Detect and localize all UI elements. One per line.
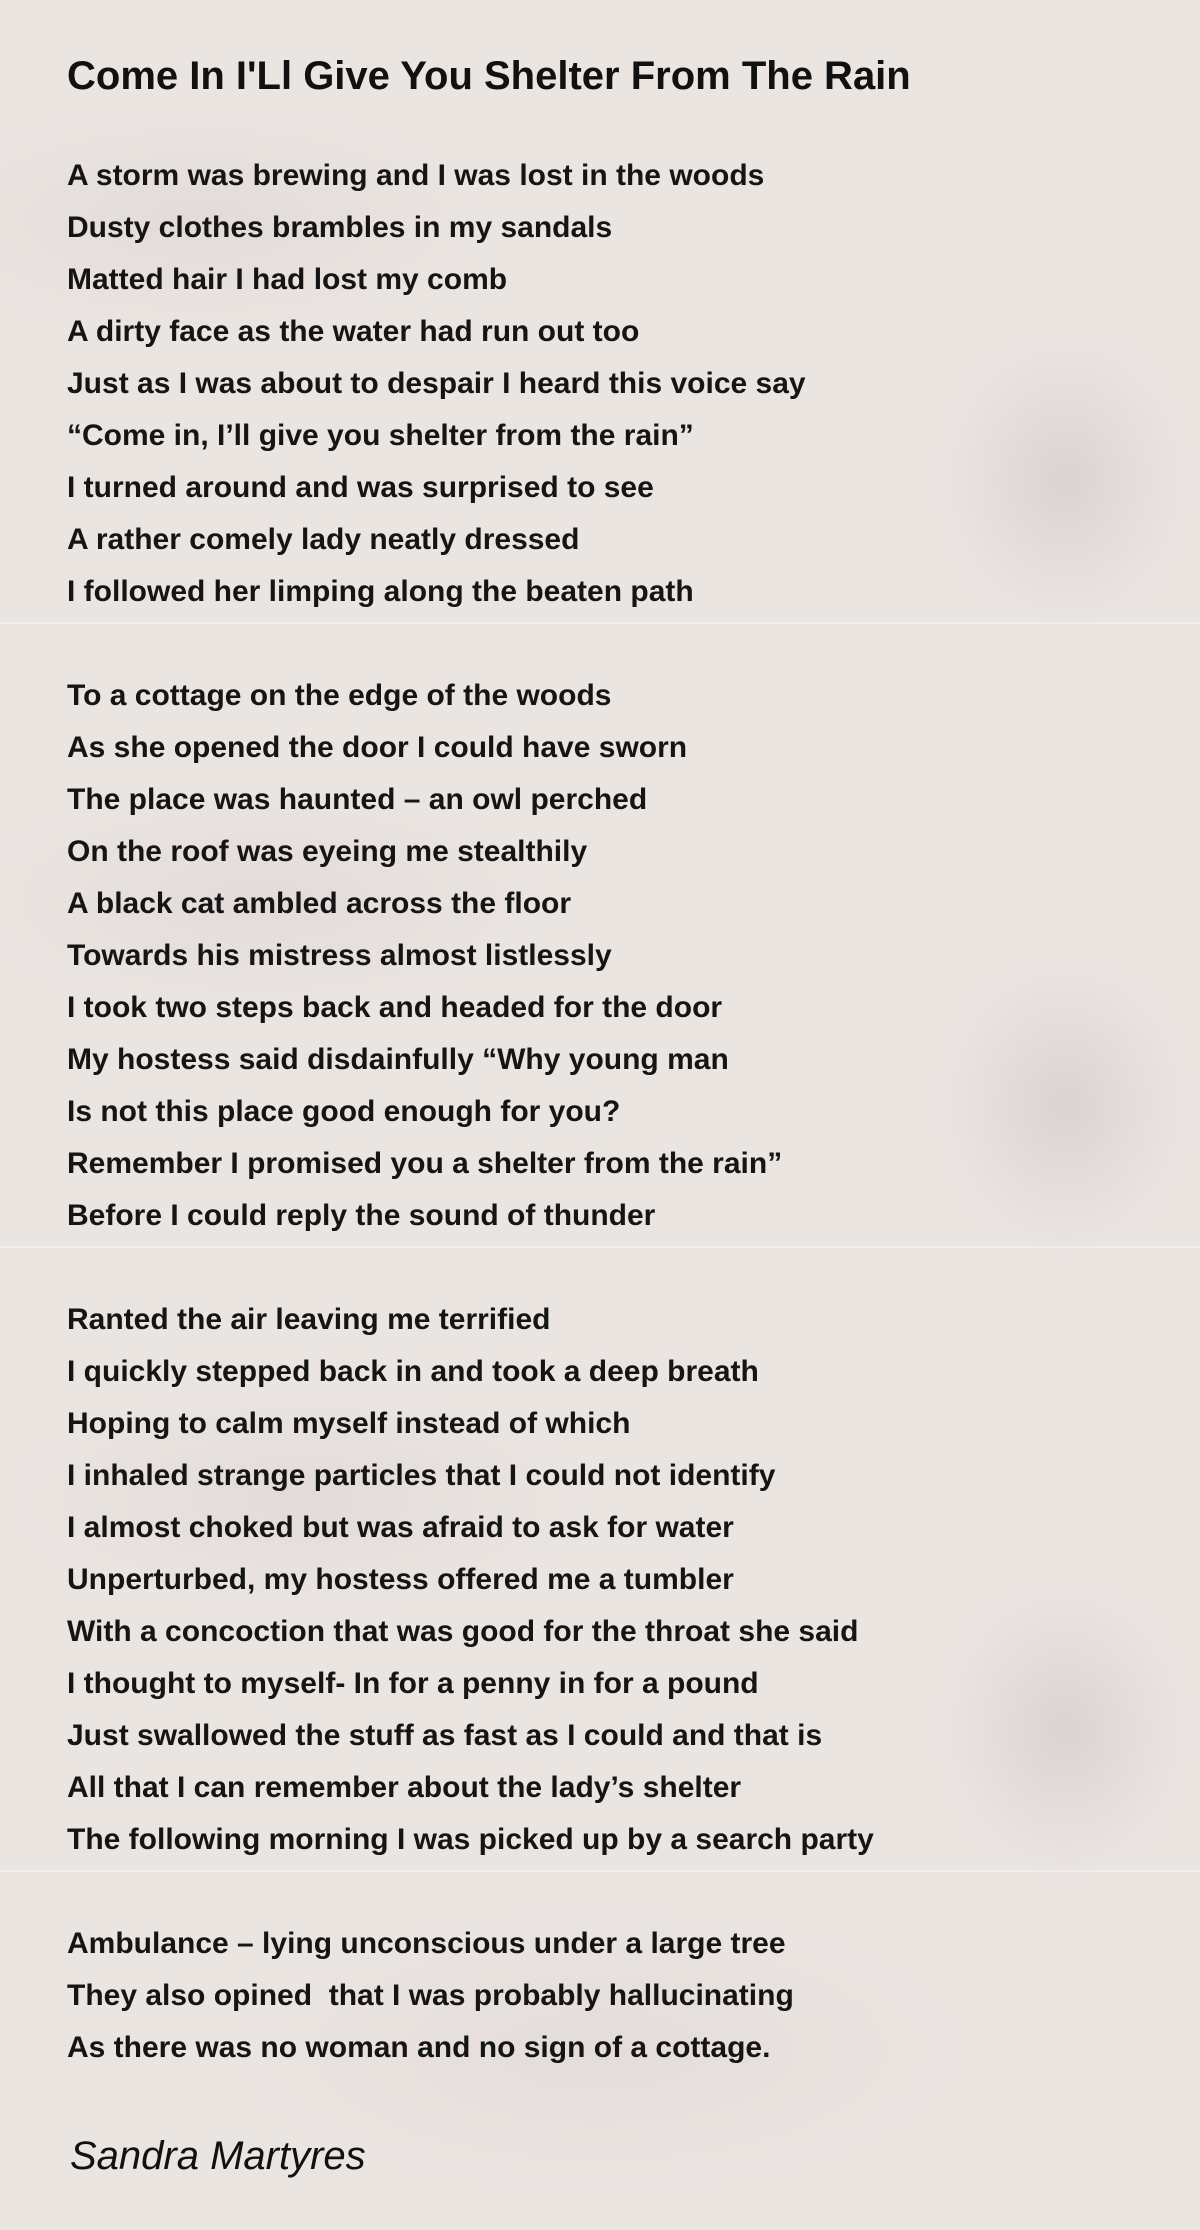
poem-line: The place was haunted – an owl perched — [67, 783, 648, 816]
poem-line: I followed her limping along the beaten path — [67, 575, 694, 608]
poem-line: Unperturbed, my hostess offered me a tumbler — [67, 1563, 734, 1596]
poem-stanza — [67, 1294, 1167, 1866]
poem-line: My hostess said disdainfully “Why young man — [67, 1043, 729, 1076]
poem-line: Just swallowed the stuff as fast as I could and that is — [67, 1719, 823, 1752]
poem-line: Before I could reply the sound of thunder — [67, 1199, 656, 1232]
poem-line: To a cottage on the edge of the woods — [67, 679, 612, 712]
poem-line: Dusty clothes brambles in my sandals — [67, 211, 613, 244]
poem-line: A storm was brewing and I was lost in the woods — [67, 159, 765, 192]
poem-line: The following morning I was picked up by a search party — [67, 1823, 874, 1856]
poem-stanza — [67, 150, 1167, 618]
poem-stanza — [67, 1918, 1167, 2074]
poem-line: I quickly stepped back in and took a deep breath — [67, 1355, 759, 1388]
poem-line: On the roof was eyeing me stealthily — [67, 835, 588, 868]
poem-stanza — [67, 670, 1167, 1242]
poem-line: I inhaled strange particles that I could not identify — [67, 1459, 776, 1492]
poem-line: Ranted the air leaving me terrified — [67, 1303, 551, 1336]
poem-line: As there was no woman and no sign of a cottage. — [67, 2031, 771, 2064]
poem-line: “Come in, I’ll give you shelter from the rain” — [67, 419, 694, 452]
poem-line: Towards his mistress almost listlessly — [67, 939, 612, 972]
poem-line: I took two steps back and headed for the door — [67, 991, 723, 1024]
poem-title: Come In I'Ll Give You Shelter From The Rain — [67, 54, 911, 98]
poem-line: A black cat ambled across the floor — [67, 887, 572, 920]
poem-line: Matted hair I had lost my comb — [67, 263, 508, 296]
poem-line: Just as I was about to despair I heard this voice say — [67, 367, 806, 400]
poem-line: Hoping to calm myself instead of which — [67, 1407, 631, 1440]
poem-line: Ambulance – lying unconscious under a large tree — [67, 1927, 786, 1960]
poem-author: Sandra Martyres — [70, 2134, 366, 2178]
poem-line: All that I can remember about the lady’s shelter — [67, 1771, 742, 1804]
poem-line: I thought to myself- In for a penny in for a pound — [67, 1667, 759, 1700]
poem-line: I turned around and was surprised to see — [67, 471, 654, 504]
poem-line: Is not this place good enough for you? — [67, 1095, 621, 1128]
poem-line: Remember I promised you a shelter from the rain” — [67, 1147, 783, 1180]
poem-line: A rather comely lady neatly dressed — [67, 523, 580, 556]
poem-body — [67, 150, 1167, 2126]
poem-line: As she opened the door I could have sworn — [67, 731, 688, 764]
poem-line: A dirty face as the water had run out too — [67, 315, 640, 348]
poem-line: With a concoction that was good for the throat she said — [67, 1615, 859, 1648]
poem-line: They also opined that I was probably hallucinating — [67, 1979, 794, 2012]
poem-line: I almost choked but was afraid to ask for water — [67, 1511, 734, 1544]
